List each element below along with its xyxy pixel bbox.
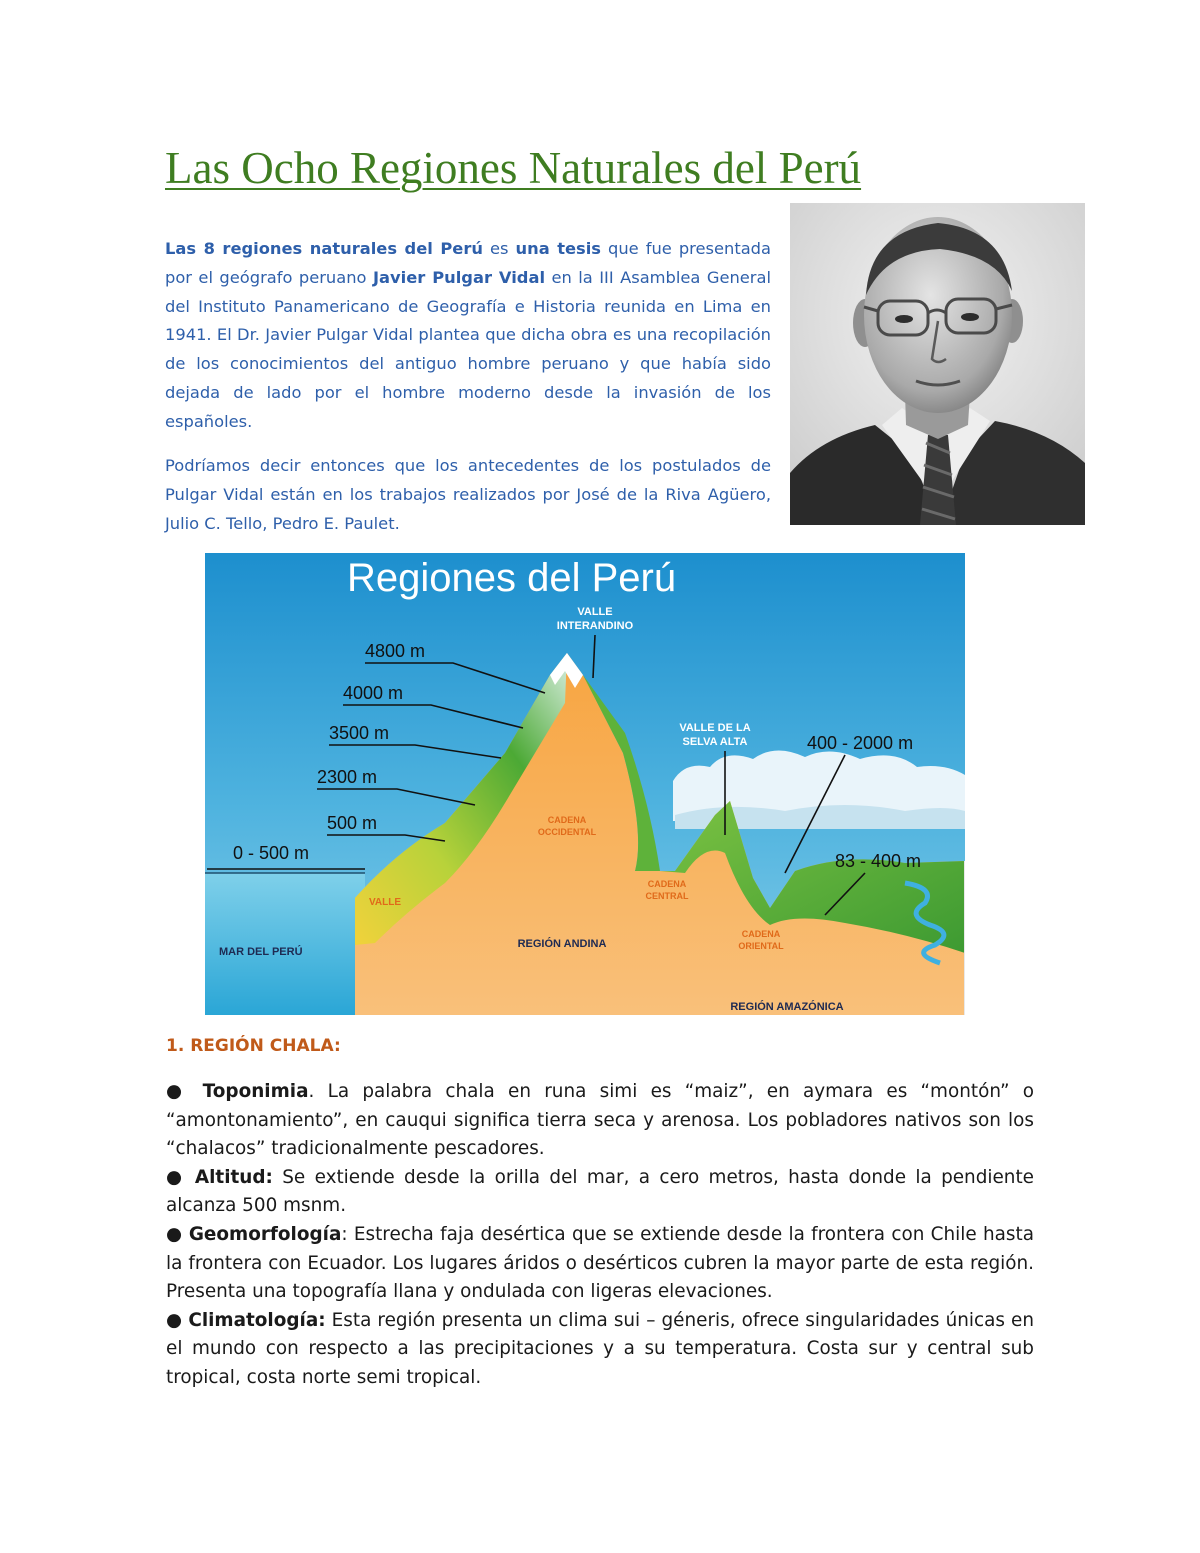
alt-83-400: 83 - 400 m — [835, 851, 922, 871]
label-region-amazonica: REGIÓN AMAZÓNICA — [730, 1001, 844, 1013]
alt-500: 500 m — [327, 813, 378, 833]
bullet-geomorfologia: ● Geomorfología: Estrecha faja desértica que se extiende desde la frontera con Chile hasta la frontera con Ecuador. Los lugares áridos o desérticos cubren la mayor parte de esta región. Presenta una topografía llana y ondulada con ligeras elevaciones. — [166, 1223, 1034, 1303]
label-cadena-occidental-2: OCCIDENTAL — [537, 827, 597, 837]
intro-text-3: en la III Asamblea General del Instituto Panamericano de Geografía e Historia reunida en Lima en 1941. El Dr. Javier Pulgar Vidal plantea que dicha obra es una recopilación de los conocimientos del antiguo hombre peruano y que había sido dejada de lado por el hombre moderno desde la invasión de los españoles. — [165, 267, 771, 431]
bullet-text: Estrecha faja desértica que se extiende desde la frontera con Chile hasta la frontera con Ecuador. Los lugares áridos o desérticos cubren la mayor parte de esta región. Presenta una topografía llana y ondulada con ligeras elevaciones. — [166, 1223, 1034, 1303]
regions-diagram — [205, 553, 965, 1015]
label-cadena-central-2: CENTRAL — [645, 891, 689, 901]
intro-paragraph-2: Podríamos decir entonces que los antecedentes de los postulados de Pulgar Vidal están en los trabajos realizados por José de la Riva Agüero, Julio C. Tello, Pedro E. Paulet. — [165, 456, 771, 533]
bullet-label: Climatología: — [188, 1309, 326, 1331]
bullet-label: Geomorfología — [188, 1223, 342, 1245]
bullet-climatologia: ● Climatología: Esta región presenta un clima sui – géneris, ofrece singularidades únicas en el mundo con respecto a las precipitaciones y a su temperatura. Costa sur y central sub tropical, costa norte semi tropical. — [166, 1309, 1034, 1388]
alt-3500: 3500 m — [329, 723, 390, 743]
intro-bold-2: una tesis — [515, 239, 601, 258]
bullet-sep: : — [341, 1223, 348, 1245]
bullet-label: Altitud: — [194, 1166, 273, 1188]
bullet-toponimia: ● Toponimia. La palabra chala en runa simi es “maiz”, en aymara es “montón” o “amontonamiento”, en cauqui significa tierra seca y arenosa. Los pobladores nativos son los “chalacos” tradicionalmente pescadores. — [166, 1081, 1034, 1160]
diagram-title: Regiones del Perú — [347, 556, 677, 600]
bullet-text: Se extiende desde la orilla del mar, a cero metros, hasta donde la pendiente alcanza 500 msnm. — [166, 1166, 1034, 1217]
bullet-text: La palabra chala en runa simi es “maiz”, en aymara es “montón” o “amontonamiento”, en cauqui significa tierra seca y arenosa. Los pobladores nativos son los “chalacos” tradicionalmente pescadores. — [166, 1081, 1034, 1160]
label-valle-interandino-2: INTERANDINO — [556, 620, 634, 632]
label-cadena-oriental-2: ORIENTAL — [738, 941, 784, 951]
alt-400-2000: 400 - 2000 m — [807, 733, 914, 753]
label-valle-selva-2: SELVA ALTA — [682, 736, 748, 748]
label-region-andina: REGIÓN ANDINA — [517, 938, 607, 950]
intro-bold-1: Las 8 regiones naturales del Perú — [165, 239, 483, 258]
bullet-sep: . — [308, 1081, 315, 1102]
intro-paragraph-1 — [165, 235, 771, 437]
section-body — [166, 1078, 1034, 1393]
alt-4000: 4000 m — [343, 683, 404, 703]
page-title: Las Ocho Regiones Naturales del Perú — [165, 143, 862, 193]
bullet-text: Esta región presenta un clima sui – géneris, ofrece singularidades únicas en el mundo con respecto a las precipitaciones y a su temperatura. Costa sur y central sub tropical, costa norte semi tropical. — [166, 1309, 1034, 1388]
alt-0-500: 0 - 500 m — [233, 843, 310, 863]
label-valle-selva-1: VALLE DE LA — [679, 722, 751, 734]
intro-text-1: es — [482, 239, 516, 258]
intro-bold-3: Javier Pulgar Vidal — [372, 267, 546, 287]
portrait-photo — [790, 203, 1085, 525]
bullet-label: Toponimia — [202, 1081, 309, 1102]
alt-2300: 2300 m — [317, 767, 378, 787]
label-valle-interandino-1: VALLE — [577, 606, 613, 618]
bullet-altitud: ● Altitud: Se extiende desde la orilla del mar, a cero metros, hasta donde la pendiente alcanza 500 msnm. — [166, 1166, 1034, 1217]
section-heading: 1. REGIÓN CHALA: — [166, 1036, 341, 1056]
label-cadena-central-1: CADENA — [647, 879, 687, 889]
intro-text-2: que fue presentada por el geógrafo peruano — [165, 239, 771, 287]
label-cadena-oriental-1: CADENA — [741, 929, 781, 939]
label-cadena-occidental-1: CADENA — [547, 815, 587, 825]
label-valle: VALLE — [368, 897, 402, 908]
alt-4800: 4800 m — [365, 641, 426, 661]
label-mar-peru: MAR DEL PERÚ — [219, 946, 303, 958]
